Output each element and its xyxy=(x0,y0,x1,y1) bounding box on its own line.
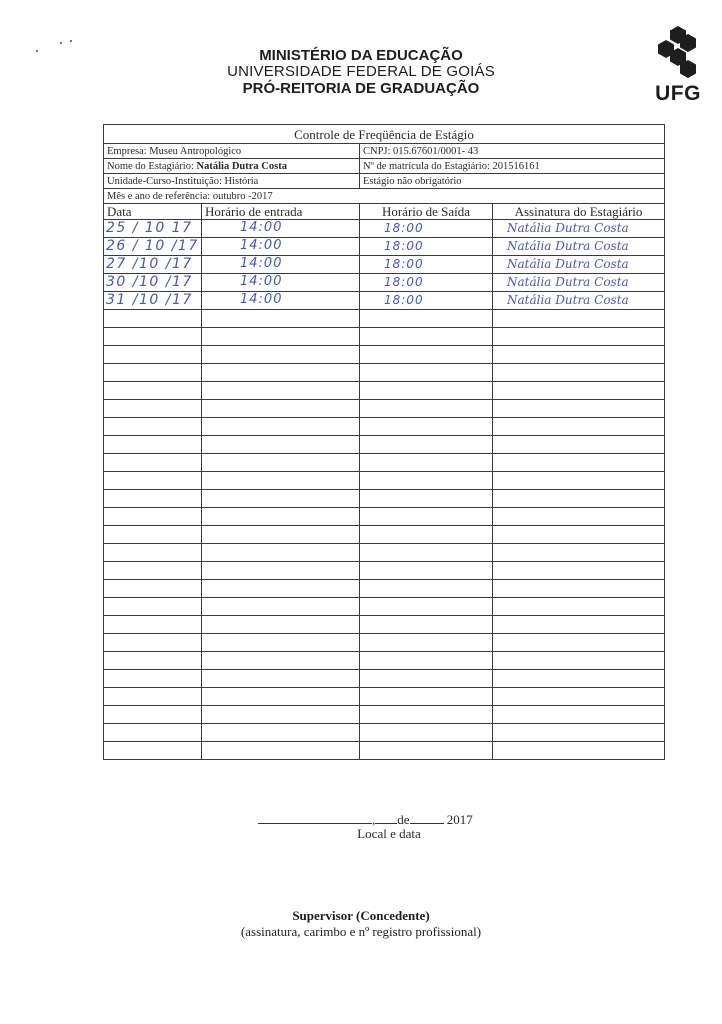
table-row xyxy=(104,418,665,436)
cell-exit-time xyxy=(360,724,493,742)
handwritten-entrada: 14:00 xyxy=(240,274,283,289)
table-row xyxy=(104,706,665,724)
cell-signature xyxy=(493,706,665,724)
cell-date xyxy=(104,328,202,346)
cell-exit-time xyxy=(360,472,493,490)
cell-date xyxy=(104,616,202,634)
cell-exit-time xyxy=(360,436,493,454)
handwritten-entrada: 14:00 xyxy=(240,256,283,271)
handwritten-date: 25 / 10 17 xyxy=(106,220,193,236)
reference-month-field: Mês e ano de referência: outubro -2017 xyxy=(104,189,665,204)
cell-exit-time xyxy=(360,634,493,652)
cell-signature xyxy=(493,724,665,742)
table-row xyxy=(104,490,665,508)
handwritten-assinatura: Natália Dutra Costa xyxy=(507,275,629,289)
cell-date xyxy=(104,652,202,670)
cell-signature xyxy=(493,364,665,382)
cell-signature xyxy=(493,562,665,580)
table-row xyxy=(104,724,665,742)
cell-signature xyxy=(493,472,665,490)
cell-entry-time xyxy=(202,634,360,652)
table-row xyxy=(104,238,665,256)
cell-signature xyxy=(493,382,665,400)
cell-signature xyxy=(493,454,665,472)
cell-signature xyxy=(493,652,665,670)
handwritten-assinatura: Natália Dutra Costa xyxy=(507,239,629,253)
cell-exit-time xyxy=(360,256,493,274)
cell-signature xyxy=(493,346,665,364)
supervisor-title: Supervisor (Concedente) xyxy=(292,908,430,923)
cell-date xyxy=(104,220,202,238)
cell-entry-time xyxy=(202,472,360,490)
cell-exit-time xyxy=(360,652,493,670)
cell-date xyxy=(104,256,202,274)
table-row xyxy=(104,454,665,472)
cell-entry-time xyxy=(202,256,360,274)
cell-date xyxy=(104,526,202,544)
cell-signature xyxy=(493,526,665,544)
table-row xyxy=(104,256,665,274)
table-row xyxy=(104,382,665,400)
cell-date xyxy=(104,724,202,742)
table-row xyxy=(104,652,665,670)
attendance-rows xyxy=(104,220,665,760)
cell-exit-time xyxy=(360,688,493,706)
table-row xyxy=(104,400,665,418)
year-text: 2017 xyxy=(446,812,473,827)
cell-signature xyxy=(493,688,665,706)
cell-date xyxy=(104,706,202,724)
cell-exit-time xyxy=(360,544,493,562)
intern-name-label: Nome do Estagiário: xyxy=(107,160,197,172)
handwritten-entrada: 14:00 xyxy=(240,220,283,235)
cell-exit-time xyxy=(360,328,493,346)
cell-date xyxy=(104,670,202,688)
cell-date xyxy=(104,418,202,436)
cell-entry-time xyxy=(202,238,360,256)
day-blank xyxy=(375,812,397,824)
cell-signature xyxy=(493,616,665,634)
cell-entry-time xyxy=(202,598,360,616)
cell-entry-time xyxy=(202,220,360,238)
table-row xyxy=(104,346,665,364)
cell-date xyxy=(104,436,202,454)
cell-exit-time xyxy=(360,346,493,364)
cell-entry-time xyxy=(202,436,360,454)
table-row xyxy=(104,544,665,562)
cell-entry-time xyxy=(202,670,360,688)
cell-date xyxy=(104,364,202,382)
cell-exit-time xyxy=(360,400,493,418)
cell-date xyxy=(104,490,202,508)
cell-signature xyxy=(493,670,665,688)
handwritten-saida: 18:00 xyxy=(384,257,424,271)
col-signature-header: Assinatura do Estagiário xyxy=(493,204,665,220)
cell-entry-time xyxy=(202,454,360,472)
internship-type-field: Estágio não obrigatório xyxy=(360,174,665,189)
header-university: UNIVERSIDADE FEDERAL DE GOIÁS xyxy=(227,63,495,80)
cell-date xyxy=(104,598,202,616)
table-row xyxy=(104,292,665,310)
cell-date xyxy=(104,634,202,652)
table-row xyxy=(104,580,665,598)
cell-date xyxy=(104,580,202,598)
cell-entry-time xyxy=(202,526,360,544)
col-entry-time-header: Horário de entrada xyxy=(202,204,360,220)
cell-entry-time xyxy=(202,652,360,670)
cell-exit-time xyxy=(360,670,493,688)
cell-date xyxy=(104,346,202,364)
cell-date xyxy=(104,562,202,580)
cell-entry-time xyxy=(202,706,360,724)
cell-exit-time xyxy=(360,274,493,292)
cell-entry-time xyxy=(202,688,360,706)
cell-entry-time xyxy=(202,724,360,742)
header-ministry: MINISTÉRIO DA EDUCAÇÃO xyxy=(259,47,463,64)
cell-entry-time xyxy=(202,544,360,562)
cell-entry-time xyxy=(202,274,360,292)
cell-entry-time xyxy=(202,310,360,328)
handwritten-assinatura: Natália Dutra Costa xyxy=(507,221,629,235)
cell-signature xyxy=(493,220,665,238)
table-row xyxy=(104,508,665,526)
cell-entry-time xyxy=(202,616,360,634)
unit-course-field: Unidade-Curso-Instituição: História xyxy=(104,174,360,189)
cell-entry-time xyxy=(202,490,360,508)
cell-entry-time xyxy=(202,364,360,382)
cell-signature xyxy=(493,238,665,256)
table-row xyxy=(104,526,665,544)
table-row xyxy=(104,670,665,688)
cell-exit-time xyxy=(360,454,493,472)
place-blank xyxy=(258,812,372,824)
cell-date xyxy=(104,292,202,310)
cell-exit-time xyxy=(360,562,493,580)
handwritten-date: 26 / 10 /17 xyxy=(106,238,199,254)
supervisor-subtitle: (assinatura, carimbo e nº registro profissional) xyxy=(240,924,482,939)
cell-entry-time xyxy=(202,292,360,310)
cell-entry-time xyxy=(202,742,360,760)
cell-date xyxy=(104,742,202,760)
cell-date xyxy=(104,382,202,400)
table-row xyxy=(104,364,665,382)
place-date-label: Local e data xyxy=(357,826,421,841)
cell-signature xyxy=(493,544,665,562)
table-row xyxy=(104,472,665,490)
cell-signature xyxy=(493,742,665,760)
table-row xyxy=(104,310,665,328)
de-word-1: de xyxy=(397,812,410,827)
table-row xyxy=(104,328,665,346)
col-date-header: Data xyxy=(104,204,202,220)
handwritten-saida: 18:00 xyxy=(384,239,424,253)
cell-signature xyxy=(493,292,665,310)
cell-signature xyxy=(493,274,665,292)
cell-entry-time xyxy=(202,400,360,418)
table-row xyxy=(104,436,665,454)
cell-signature xyxy=(493,634,665,652)
cell-exit-time xyxy=(360,508,493,526)
cell-date xyxy=(104,544,202,562)
cnpj-field: CNPJ: 015.67601/0001- 43 xyxy=(360,144,665,159)
handwritten-date: 27 /10 /17 xyxy=(106,256,193,272)
supervisor-block xyxy=(0,908,722,940)
ufg-hexagon-logo-icon xyxy=(656,24,702,80)
cell-date xyxy=(104,454,202,472)
cell-signature xyxy=(493,310,665,328)
table-row xyxy=(104,742,665,760)
form-title: Controle de Freqüência de Estágio xyxy=(104,125,665,144)
cell-exit-time xyxy=(360,706,493,724)
month-blank xyxy=(410,812,444,824)
handwritten-assinatura: Natália Dutra Costa xyxy=(507,293,629,307)
place-comma: , xyxy=(372,812,376,827)
table-row xyxy=(104,274,665,292)
handwritten-saida: 18:00 xyxy=(384,275,424,289)
ufg-logo xyxy=(650,24,706,106)
cell-exit-time xyxy=(360,526,493,544)
header-dean-office: PRÓ-REITORIA DE GRADUAÇÃO xyxy=(242,80,480,97)
cell-exit-time xyxy=(360,310,493,328)
cell-signature xyxy=(493,436,665,454)
cell-date xyxy=(104,274,202,292)
cell-date xyxy=(104,688,202,706)
handwritten-saida: 18:00 xyxy=(384,221,424,235)
cell-entry-time xyxy=(202,562,360,580)
enrollment-field: Nº de matrícula do Estagiário: 201516161 xyxy=(360,159,665,174)
cell-date xyxy=(104,238,202,256)
table-row xyxy=(104,220,665,238)
col-exit-time-header: Horário de Saída xyxy=(360,204,493,220)
cell-entry-time xyxy=(202,418,360,436)
handwritten-entrada: 14:00 xyxy=(240,238,283,253)
cell-signature xyxy=(493,598,665,616)
cell-entry-time xyxy=(202,580,360,598)
cell-exit-time xyxy=(360,616,493,634)
cell-date xyxy=(104,400,202,418)
cell-exit-time xyxy=(360,742,493,760)
cell-signature xyxy=(493,400,665,418)
cell-signature xyxy=(493,580,665,598)
cell-exit-time xyxy=(360,418,493,436)
cell-date xyxy=(104,508,202,526)
handwritten-date: 30 /10 /17 xyxy=(106,274,193,290)
cell-signature xyxy=(493,418,665,436)
handwritten-assinatura: Natália Dutra Costa xyxy=(507,257,629,271)
company-field: Empresa: Museu Antropológico xyxy=(104,144,360,159)
table-row xyxy=(104,562,665,580)
cell-exit-time xyxy=(360,238,493,256)
intern-name-value: Natália Dutra Costa xyxy=(196,160,287,172)
cell-exit-time xyxy=(360,292,493,310)
table-row xyxy=(104,634,665,652)
cell-entry-time xyxy=(202,382,360,400)
cell-signature xyxy=(493,328,665,346)
cell-exit-time xyxy=(360,220,493,238)
handwritten-entrada: 14:00 xyxy=(240,292,283,307)
cell-signature xyxy=(493,490,665,508)
cell-date xyxy=(104,472,202,490)
cell-entry-time xyxy=(202,346,360,364)
cell-exit-time xyxy=(360,382,493,400)
table-row xyxy=(104,616,665,634)
attendance-table xyxy=(103,124,665,760)
cell-exit-time xyxy=(360,490,493,508)
cell-date xyxy=(104,310,202,328)
ufg-logo-text: UFG xyxy=(655,82,701,105)
cell-signature xyxy=(493,256,665,274)
handwritten-date: 31 /10 /17 xyxy=(106,292,193,308)
intern-name-field xyxy=(104,159,360,174)
document-header xyxy=(0,48,722,97)
cell-entry-time xyxy=(202,508,360,526)
cell-signature xyxy=(493,508,665,526)
handwritten-saida: 18:00 xyxy=(384,293,424,307)
cell-exit-time xyxy=(360,598,493,616)
table-row xyxy=(104,688,665,706)
cell-exit-time xyxy=(360,364,493,382)
table-row xyxy=(104,598,665,616)
cell-exit-time xyxy=(360,580,493,598)
cell-entry-time xyxy=(202,328,360,346)
